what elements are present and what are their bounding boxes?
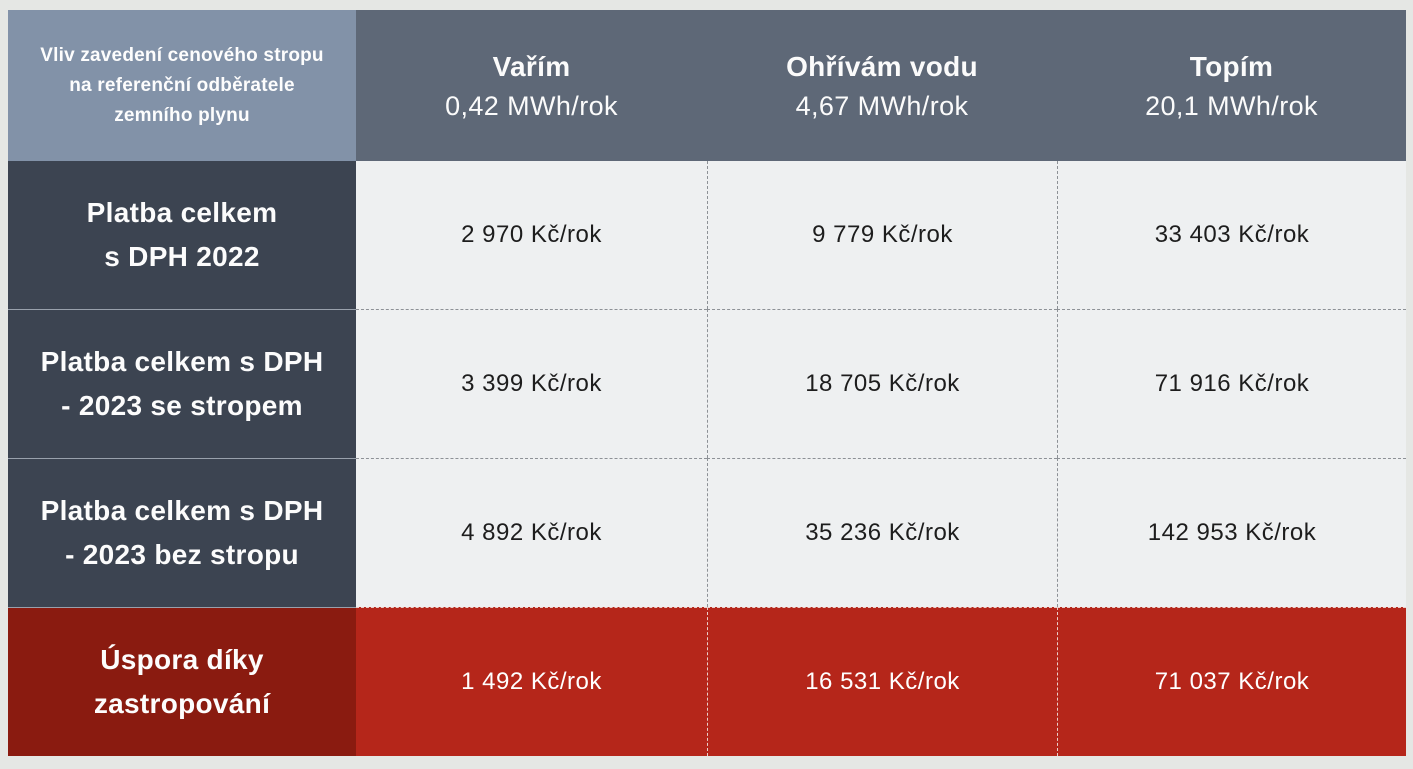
row-label-payment-2023-uncapped <box>8 458 356 607</box>
value-cell: 3 399 Kč/rok <box>356 309 707 458</box>
value-cell: 71 916 Kč/rok <box>1057 309 1406 458</box>
column-consumption: 20,1 MWh/rok <box>1145 90 1318 121</box>
row-label-line: s DPH 2022 <box>104 241 260 272</box>
value-cell: 142 953 Kč/rok <box>1057 458 1406 607</box>
savings-value-cell: 71 037 Kč/rok <box>1057 607 1406 756</box>
row-label-line: zastropování <box>93 688 271 719</box>
row-label-line: Platba celkem s DPH <box>40 495 324 526</box>
value-cell: 35 236 Kč/rok <box>707 458 1057 607</box>
row-label-payment-2022 <box>8 161 356 309</box>
row-label-line: Platba celkem s DPH <box>40 346 324 377</box>
row-label-line: - 2023 bez stropu <box>65 539 299 570</box>
column-header-water-heating <box>707 10 1057 161</box>
row-label-payment-2023-capped <box>8 309 356 458</box>
row-label-line: - 2023 se stropem <box>61 390 303 421</box>
value-cell: 33 403 Kč/rok <box>1057 161 1406 309</box>
column-header-heating <box>1057 10 1406 161</box>
table-title-line: Vliv zavedení cenového stropu <box>40 44 324 66</box>
table-title-cell <box>8 10 356 161</box>
value-cell: 18 705 Kč/rok <box>707 309 1057 458</box>
column-name: Ohřívám vodu <box>786 50 978 82</box>
column-consumption: 0,42 MWh/rok <box>445 90 618 121</box>
column-consumption: 4,67 MWh/rok <box>795 90 969 121</box>
savings-value-cell: 1 492 Kč/rok <box>356 607 707 756</box>
column-name: Topím <box>1189 50 1274 82</box>
price-cap-table <box>8 10 1406 756</box>
table-title-line: zemního plynu <box>114 104 250 126</box>
column-header-cooking <box>356 10 707 161</box>
column-name: Vařím <box>492 50 571 82</box>
value-cell: 2 970 Kč/rok <box>356 161 707 309</box>
savings-value-cell: 16 531 Kč/rok <box>707 607 1057 756</box>
row-label-line: Platba celkem <box>86 197 278 228</box>
value-cell: 9 779 Kč/rok <box>707 161 1057 309</box>
row-label-line: Úspora díky <box>100 644 264 675</box>
table-title-line: na referenční odběratele <box>69 74 295 96</box>
value-cell: 4 892 Kč/rok <box>356 458 707 607</box>
row-label-savings <box>8 607 356 756</box>
